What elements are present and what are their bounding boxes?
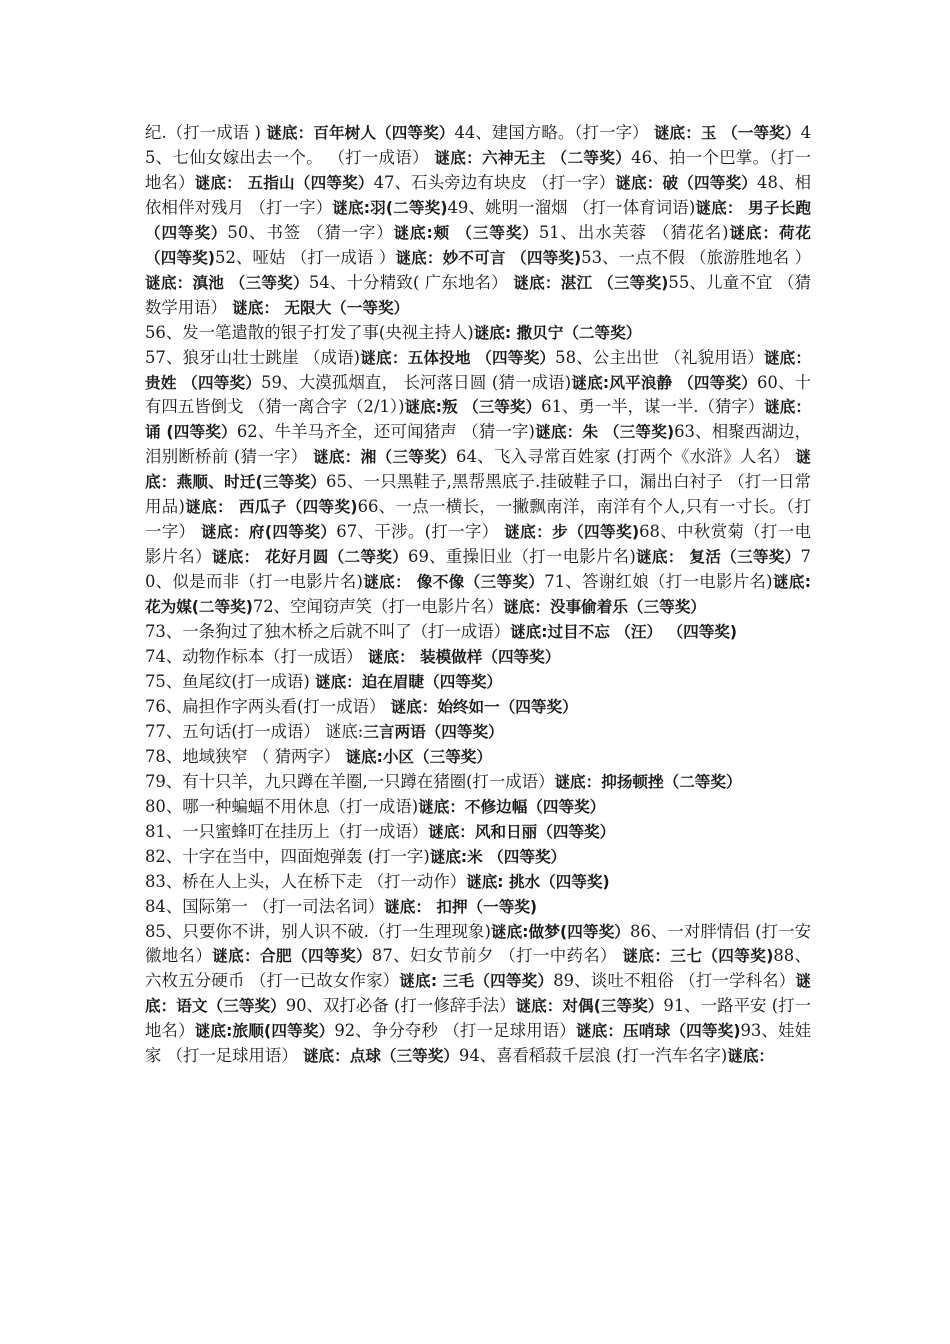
riddle-answer: 谜底:过目不忘 （汪） （四等奖) [510,623,738,642]
riddle-question: 55、儿童不宜 （猜数学用语） [145,272,811,317]
riddle-question: 50、书签 （猜一字） [227,222,394,242]
riddle-answer: 谜底:米 （四等奖） [429,847,567,866]
riddle-answer: 谜底：百年树人（四等奖） [266,124,455,142]
riddle-question: 71、答谢红娘（打一电影片名) [544,572,773,592]
riddle-question: 纪.（打一成语 ) [145,123,267,142]
riddle-question: 57、狼牙山壮士跳崖 （成语) [145,347,361,367]
riddle-answer: 谜底:羽(二等奖) [332,198,448,217]
riddle-question: 44、建国方略。（打一字） [454,123,654,142]
riddle-question: 83、桥在人上头，人在桥下走 （打一动作） [145,871,467,891]
riddle-answer: 谜底:叛 （三等奖） [404,398,542,417]
riddle-answer: 谜底： 男子长跑 （四等奖） [145,198,811,242]
riddle-answer: 谜底：点球（三等奖） [302,1047,459,1066]
riddle-question: 49、姚明一溜烟 （打一体育词语) [447,197,696,217]
riddle-paragraph [145,845,811,870]
riddle-question: 87、妇女节前夕 （打一中药名） [371,946,623,966]
riddle-answer: 谜底:小区（三等奖） [345,747,492,766]
riddle-question: 79、有十只羊，九只蹲在羊圈,一只蹲在猪圈(打一成语） [145,771,555,791]
riddle-question: 63、相聚西湖边，泪别断桥前 (猜一字） [145,422,812,467]
riddle-answer: 谜底：湛江 （三等奖) [513,273,669,292]
riddle-question: 66、一点一横长，一撇飘南洋，南洋有个人,只有一寸长。（打一字） [145,497,811,542]
riddle-paragraph [145,720,811,745]
riddle-answer: 谜底:风平浪静 （四等奖） [571,373,757,392]
riddle-answer: 谜底：六神无主 （二等奖） [434,148,632,167]
riddle-question: 75、鱼尾纹(打一成语) [145,671,315,691]
riddle-question: 54、十分精致( 广东地名） [308,272,514,292]
riddle-question: 85、只要你不讲，别人识不破.（打一生理现象) [145,921,491,941]
riddle-answer: 谜底：合肥（四等奖） [212,947,372,966]
riddle-paragraph [145,770,811,795]
riddle-question: 77、五句话(打一成语） 谜底: [145,721,364,741]
riddle-answer: 谜底： 像不像（三等奖） [362,573,545,592]
riddle-answer: 谜底：破（四等奖） [615,173,758,192]
riddle-question: 73、一条狗过了独木桥之后就不叫了（打一成语） [145,622,511,642]
riddle-question: 88、六枚五分硬币 （打一已故女作家） [145,946,811,991]
riddle-paragraph [145,670,811,695]
riddle-paragraph [145,795,811,820]
riddle-answer: 谜底：府(四等奖） [200,523,337,542]
riddle-answer: 谜底：朱 （三等奖) [534,423,675,442]
riddle-answer: 谜底：不修边幅（四等奖） [418,797,606,816]
riddle-answer: 谜底： 五指山（四等奖） [194,173,374,192]
riddle-question: 72、空闻窃声笑（打一电影片名） [252,597,504,617]
riddle-question: 45、七仙女嫁出去一个。 （打一成语） [145,123,811,167]
riddle-paragraph [145,870,811,895]
riddle-paragraph [145,321,811,346]
riddle-paragraph [145,695,811,720]
riddle-answer: 谜底：抑扬顿挫（二等奖） [554,772,742,791]
riddle-question: 69、重操旧业（打一电影片名) [408,547,636,567]
riddle-question: 74、动物作标本（打一成语） [145,647,368,667]
riddle-question: 65、一只黑鞋子,黑帮黑底子.挂破鞋子口，漏出白衬子 （打一日常用品) [145,472,811,517]
riddle-answer: 谜底：始终如一（四等奖） [390,697,578,716]
document-page [145,121,811,1069]
riddle-question: 93、娃娃家 （打一足球用语） [145,1021,811,1066]
riddle-answer: 谜底：步（四等奖) [504,523,640,542]
riddle-question: 52、哑姑 （打一成语 ） [215,247,396,267]
riddle-question: 46、拍一个巴掌。（打一地名） [145,147,811,192]
riddle-answer: 谜底：贵姓 （四等奖） [145,348,811,392]
riddle-paragraph [145,920,811,1070]
riddle-question: 91、一路平安 (打一地名） [145,996,811,1041]
riddle-answer: 谜底：对偶(三等奖） [515,997,664,1016]
riddle-paragraph [145,645,811,670]
riddle-answer: 谜底： 复活（三等奖） [635,548,801,567]
riddle-answer: 谜底：没事偷着乐（三等奖） [503,598,706,617]
riddle-question: 80、哪一种蝙蝠不用休息（打一成语) [145,796,419,816]
riddle-question: 84、国际第一 （打一司法名词） [145,896,385,916]
riddle-question: 51、出水芙蓉 （猜花名) [538,222,729,242]
riddle-question: 62、牛羊马齐全，还可闻猪声 （猜一字) [236,422,535,442]
riddle-answer: 谜底： 扣押（一等奖) [384,897,538,916]
riddle-answer: 谜底: 撒贝宁（二等奖） [473,323,642,342]
riddle-question: 58、公主出世 （礼貌用语） [555,347,764,367]
riddle-question: 92、争分夺秒 （打一足球用语） [334,1021,576,1041]
riddle-answer: 谜底：语文（三等奖） [145,972,811,1016]
riddle-question: 60、十有四五皆倒戈 （猜一离合字（2/1）) [145,372,811,417]
riddle-question: 89、谈吐不粗俗 （打一学科名） [553,971,796,991]
riddle-answer: 谜底:颊 （三等奖） [393,223,539,242]
riddle-answer: 谜底: 挑水（四等奖) [466,872,610,891]
riddle-paragraph [145,745,811,770]
riddle-answer: 谜底: 花为媒(二等奖) [145,573,811,617]
riddle-answer: 谜底：迫在眉睫（四等奖） [314,672,503,691]
riddle-question: 67、干涉。(打一字） [336,522,505,542]
riddle-answer: 谜底：玉 （一等奖） [653,124,801,142]
riddle-answer: 谜底：风和日丽（四等奖） [428,822,616,841]
riddle-answer: 谜底：湘（三等奖） [312,448,457,467]
riddle-answer: 三言两语（四等奖） [363,722,504,741]
riddle-answer: 谜底：三七（四等奖) [622,947,774,966]
riddle-paragraph [145,620,811,645]
riddle-question: 90、双打必备 (打一修辞手法） [285,996,516,1016]
riddle-answer: 谜底： [727,1047,775,1066]
riddle-question: 76、扁担作字两头看(打一成语） [145,696,391,716]
riddle-question: 61、勇一半，谋一半.（猜字） [541,397,765,417]
riddle-answer: 谜底：诵 (四等奖） [145,398,811,442]
riddle-question: 48、相依相伴对残月 （打一字） [145,172,812,217]
riddle-answer: 谜底：五体投地 （四等奖） [360,348,556,367]
riddle-answer: 谜底：燕顺、时迁(三等奖） [145,448,811,492]
riddle-question: 64、飞入寻常百姓家 (打两个《水浒》人名） [456,447,796,467]
riddle-paragraph [145,121,811,321]
riddle-question: 47、石头旁边有块皮 （打一字） [373,172,616,192]
riddle-question: 56、发一笔遣散的银子打发了事(央视主持人) [145,322,474,342]
riddle-question: 82、十字在当中，四面炮弹轰 (打一字) [145,846,430,866]
riddle-question: 53、一点不假 （旅游胜地名 ） [581,247,811,267]
riddle-paragraph [145,820,811,845]
riddle-question: 59、大漠孤烟直， 长河落日圆 (猜一成语) [261,372,572,392]
riddle-paragraph [145,895,811,920]
riddle-question: 78、地域狭窄 （ 猜两字） [145,746,346,766]
riddle-question: 81、一只蜜蜂叮在挂历上（打一成语） [145,821,429,841]
riddle-answer: 谜底:旅顺(四等奖） [194,1022,335,1041]
riddle-question: 94、喜看稻菽千层浪 (打一汽车名字) [458,1046,728,1066]
riddle-answer: 谜底: 三毛（四等奖） [399,972,554,991]
riddle-answer: 谜底： 西瓜子（四等奖) [184,498,358,517]
riddle-question: 86、一对胖情侣 (打一安徽地名） [145,921,811,966]
riddle-answer: 谜底： 无限大（一等奖） [232,298,410,317]
riddle-answer: 谜底： 花好月圆（二等奖） [211,548,409,567]
riddle-answer: 谜底：压哨球（四等奖) [575,1022,741,1041]
riddle-answer: 谜底： 装模做样（四等奖） [367,648,561,667]
riddle-answer: 谜底：滇池 （三等奖） [145,273,309,292]
riddle-question: 68、中秋赏菊（打一电影片名） [145,522,811,567]
riddle-paragraph [145,346,811,620]
riddle-answer: 谜底：荷花 （四等奖) [145,223,811,267]
riddle-answer: 谜底：妙不可言 （四等奖) [395,248,582,267]
riddle-question: 70、似是而非（打一电影片名) [145,547,811,592]
riddle-answer: 谜底:做梦(四等奖） [490,922,630,941]
